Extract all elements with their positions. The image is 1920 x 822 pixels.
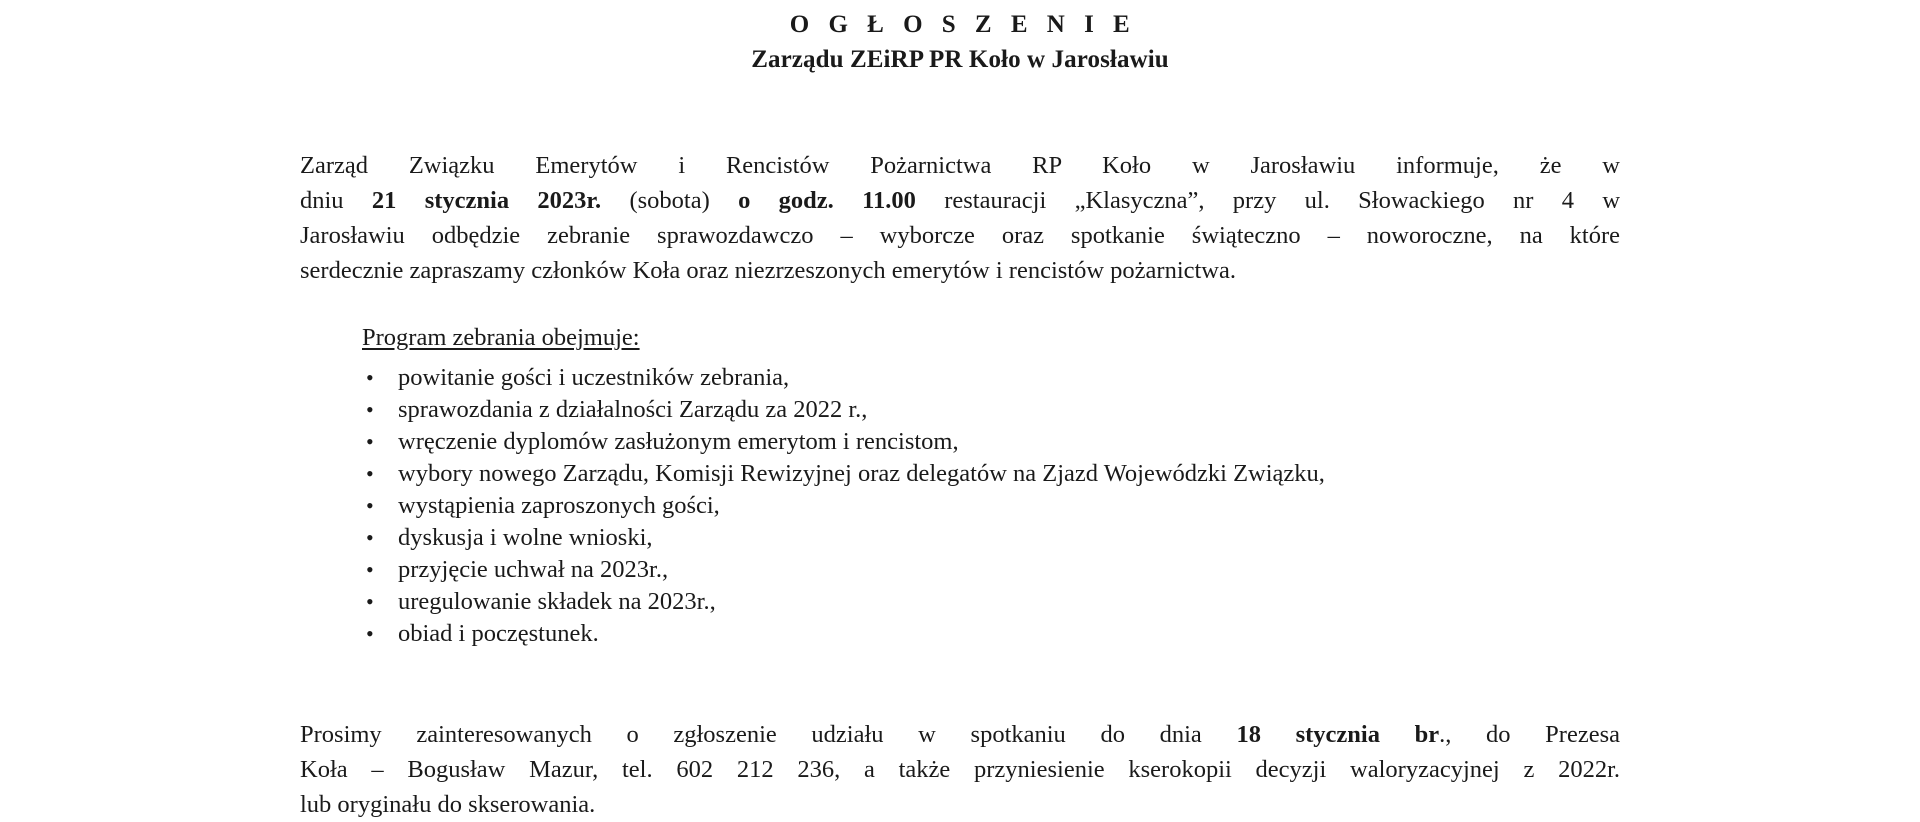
- program-list-item: [362, 554, 1620, 586]
- program-list-item: [362, 458, 1620, 490]
- emphasis-text: o godz. 11.00: [738, 186, 916, 214]
- text-line: [300, 218, 1620, 253]
- emphasis-text: 21 stycznia 2023r.: [371, 186, 602, 214]
- title-block: [300, 6, 1620, 75]
- closing-block: [300, 682, 1620, 822]
- program-list-item-label: przyjęcie uchwał na 2023r.,: [398, 555, 669, 583]
- closing-paragraph: [300, 682, 1620, 822]
- program-list-item-label: dyskusja i wolne wnioski,: [398, 523, 653, 551]
- program-list-item: [362, 362, 1620, 394]
- program-list-item: [362, 618, 1620, 650]
- bullet-icon: •: [366, 364, 374, 390]
- text-line: [300, 148, 1620, 183]
- plain-text: (sobota): [601, 186, 739, 214]
- program-heading: Program zebrania obejmuje:: [362, 323, 640, 351]
- document-title: O G Ł O S Z E N I E: [789, 11, 1137, 38]
- program-list-item-label: wystąpienia zaproszonych gości,: [398, 491, 720, 519]
- closing-paragraph-text: [300, 717, 1620, 822]
- plain-text: Jarosławiu odbędzie zebranie sprawozdawczo – wyborcze oraz spotkanie świąteczno – noworoczne, na które: [300, 221, 1620, 249]
- plain-text: Zarząd Związku Emerytów i Rencistów Pożarnictwa RP Koło w Jarosławiu informuje, że w: [300, 151, 1620, 179]
- program-list-item-label: sprawozdania z działalności Zarządu za 2022 r.,: [398, 395, 868, 423]
- plain-text: Koła – Bogusław Mazur, tel. 602 212 236, a także przyniesienie kserokopii decyzji waloryzacyjnej z 2022r.: [300, 755, 1620, 783]
- plain-text: lub oryginału do skserowania.: [300, 790, 596, 818]
- program-list-item: [362, 490, 1620, 522]
- document-body: [300, 6, 1620, 822]
- intro-paragraph: [300, 113, 1620, 288]
- plain-text: restauracji „Klasyczna”, przy ul. Słowackiego nr 4 w: [915, 186, 1621, 214]
- program-list-item-label: wybory nowego Zarządu, Komisji Rewizyjnej oraz delegatów na Zjazd Wojewódzki Związku,: [398, 459, 1325, 487]
- plain-text: ., do Prezesa: [1439, 720, 1620, 748]
- program-list-item: [362, 426, 1620, 458]
- text-line: [300, 787, 1620, 822]
- text-line: [300, 717, 1620, 752]
- program-list-item: [362, 522, 1620, 554]
- plain-text: dniu: [300, 186, 372, 214]
- plain-text: serdecznie zapraszamy członków Koła oraz niezrzeszonych emerytów i rencistów pożarnictwa.: [300, 256, 1237, 284]
- text-line: [300, 253, 1620, 288]
- program-list-item-label: uregulowanie składek na 2023r.,: [398, 587, 716, 615]
- program-section: [300, 322, 1620, 650]
- bullet-icon: •: [366, 492, 374, 518]
- program-list-item: [362, 586, 1620, 618]
- document-subtitle: Zarządu ZEiRP PR Koło w Jarosławiu: [751, 45, 1169, 73]
- bullet-icon: •: [366, 524, 374, 550]
- bullet-icon: •: [366, 428, 374, 454]
- program-list-item-label: powitanie gości i uczestników zebrania,: [398, 363, 790, 391]
- program-list-item-label: wręczenie dyplomów zasłużonym emerytom i rencistom,: [398, 427, 959, 455]
- bullet-icon: •: [366, 588, 374, 614]
- text-line: [300, 183, 1620, 218]
- program-list-item: [362, 394, 1620, 426]
- program-list-item-label: obiad i poczęstunek.: [398, 619, 599, 647]
- bullet-icon: •: [366, 620, 374, 646]
- bullet-icon: •: [366, 460, 374, 486]
- bullet-icon: •: [366, 556, 374, 582]
- plain-text: Prosimy zainteresowanych o zgłoszenie udziału w spotkaniu do dnia: [300, 720, 1237, 748]
- text-line: [300, 752, 1620, 787]
- emphasis-text: 18 stycznia br: [1236, 720, 1440, 748]
- intro-paragraph-text: [300, 148, 1620, 288]
- program-list: [362, 362, 1620, 650]
- bullet-icon: •: [366, 396, 374, 422]
